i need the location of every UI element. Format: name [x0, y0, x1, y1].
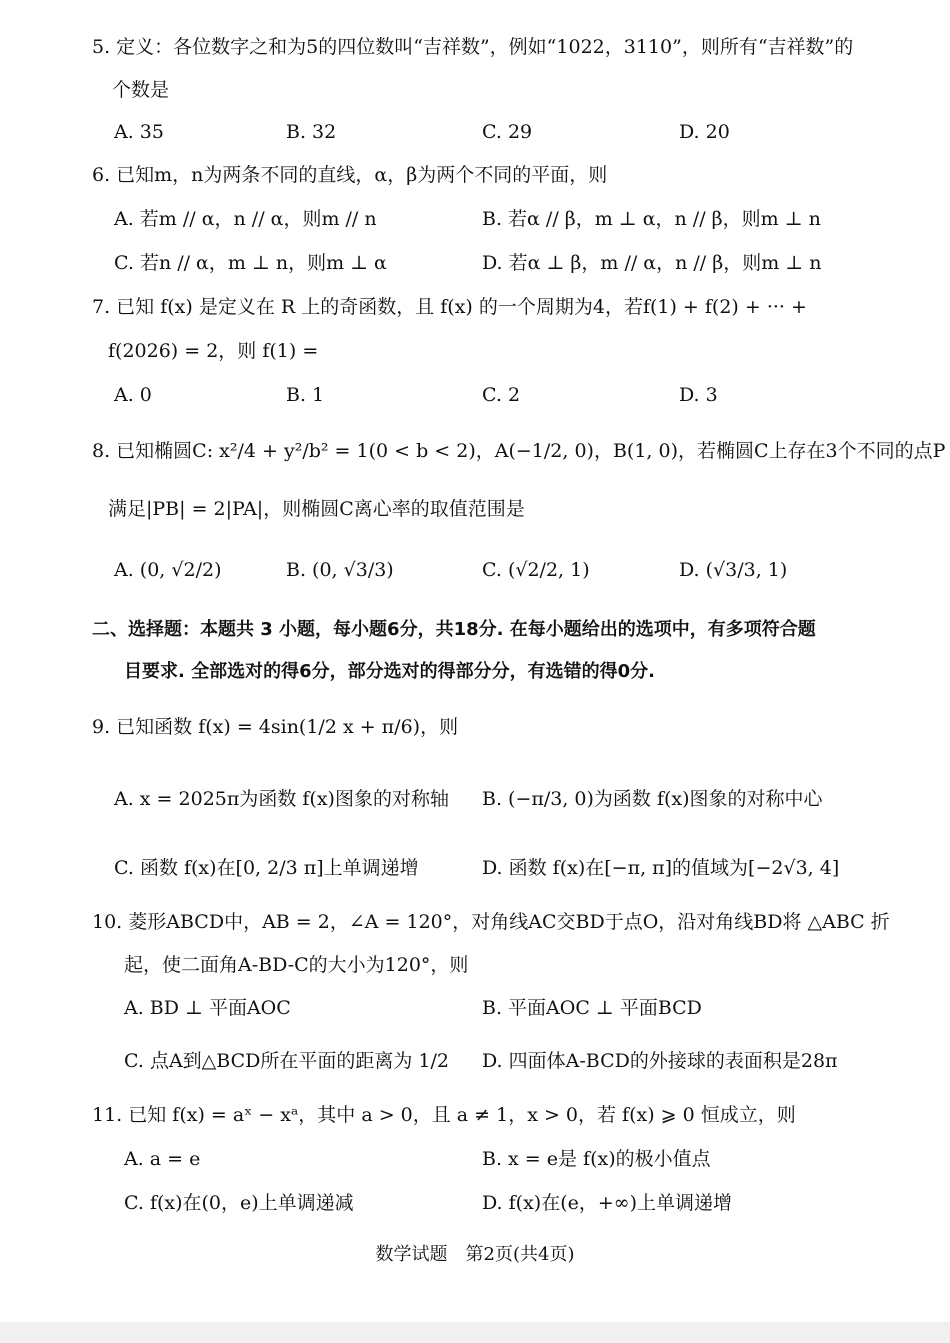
q5-option-d: D. 20 [679, 121, 730, 143]
section-2-heading-line-1: 二、选择题：本题共 3 小题，每小题6分，共18分. 在每小题给出的选项中，有多项符合题 [92, 619, 816, 640]
q8-stem-line-2: 满足|PB| = 2|PA|，则椭圆C离心率的取值范围是 [108, 498, 525, 520]
q8-option-c: C. (√2/2, 1) [482, 559, 590, 581]
q11-option-c: C. f(x)在(0，e)上单调递减 [124, 1192, 354, 1214]
q9-option-d: D. 函数 f(x)在[−π, π]的值域为[−2√3, 4] [482, 857, 840, 879]
q9-option-c: C. 函数 f(x)在[0, 2/3 π]上单调递增 [114, 857, 419, 879]
q9-option-a: A. x = 2025π为函数 f(x)图象的对称轴 [114, 788, 449, 810]
q10-option-d: D. 四面体A-BCD的外接球的表面积是28π [482, 1050, 838, 1072]
q10-option-c: C. 点A到△BCD所在平面的距离为 1/2 [124, 1050, 449, 1072]
page-bottom-edge [0, 1322, 950, 1343]
q7-option-b: B. 1 [286, 384, 325, 406]
q10-option-b: B. 平面AOC ⊥ 平面BCD [482, 997, 702, 1019]
q7-option-d: D. 3 [679, 384, 718, 406]
q11-stem: 11. 已知 f(x) = aˣ − xᵃ，其中 a > 0，且 a ≠ 1，x > 0，若 f(x) ⩾ 0 恒成立，则 [92, 1104, 796, 1126]
q5-stem-line-2: 个数是 [112, 79, 170, 101]
q9-stem: 9. 已知函数 f(x) = 4sin(1/2 x + π/6)，则 [92, 716, 459, 738]
q10-option-a: A. BD ⊥ 平面AOC [124, 997, 291, 1019]
q5-stem-line-1: 5. 定义：各位数字之和为5的四位数叫“吉祥数”，例如“1022，3110”，则所有“吉祥数”的 [92, 36, 854, 58]
q10-stem-line-1: 10. 菱形ABCD中，AB = 2，∠A = 120°，对角线AC交BD于点O，沿对角线BD将 △ABC 折 [92, 911, 890, 933]
q7-stem-line-1: 7. 已知 f(x) 是定义在 R 上的奇函数，且 f(x) 的一个周期为4，若f(1) + f(2) + ··· + [92, 296, 807, 318]
q6-stem: 6. 已知m，n为两条不同的直线，α，β为两个不同的平面，则 [92, 164, 608, 186]
q5-option-a: A. 35 [114, 121, 164, 143]
q6-option-c: C. 若n // α，m ⊥ n，则m ⊥ α [114, 252, 387, 274]
q6-option-d: D. 若α ⊥ β，m // α，n // β，则m ⊥ n [482, 252, 822, 274]
q5-option-b: B. 32 [286, 121, 337, 143]
q8-option-a: A. (0, √2/2) [114, 559, 222, 581]
q8-stem-line-1: 8. 已知椭圆C: x²/4 + y²/b² = 1(0 < b < 2)，A(−1/2, 0)，B(1, 0)，若椭圆C上存在3个不同的点P [92, 440, 946, 462]
q11-option-b: B. x = e是 f(x)的极小值点 [482, 1148, 711, 1170]
q10-stem-line-2: 起，使二面角A-BD-C的大小为120°，则 [124, 954, 469, 976]
q11-option-a: A. a = e [124, 1148, 201, 1170]
q5-option-c: C. 29 [482, 121, 533, 143]
section-2-heading-line-2: 目要求. 全部选对的得6分，部分选对的得部分分，有选错的得0分. [124, 661, 655, 682]
q11-option-d: D. f(x)在(e，+∞)上单调递增 [482, 1192, 733, 1214]
q7-option-a: A. 0 [114, 384, 152, 406]
q8-option-d: D. (√3/3, 1) [679, 559, 788, 581]
q6-option-b: B. 若α // β，m ⊥ α，n // β，则m ⊥ n [482, 208, 821, 230]
q8-option-b: B. (0, √3/3) [286, 559, 394, 581]
q7-option-c: C. 2 [482, 384, 521, 406]
q6-option-a: A. 若m // α，n // α，则m // n [114, 208, 377, 230]
page-footer: 数学试题 第2页(共4页) [375, 1244, 575, 1265]
q9-option-b: B. (−π/3, 0)为函数 f(x)图象的对称中心 [482, 788, 823, 810]
q7-stem-line-2: f(2026) = 2，则 f(1) = [108, 340, 319, 362]
